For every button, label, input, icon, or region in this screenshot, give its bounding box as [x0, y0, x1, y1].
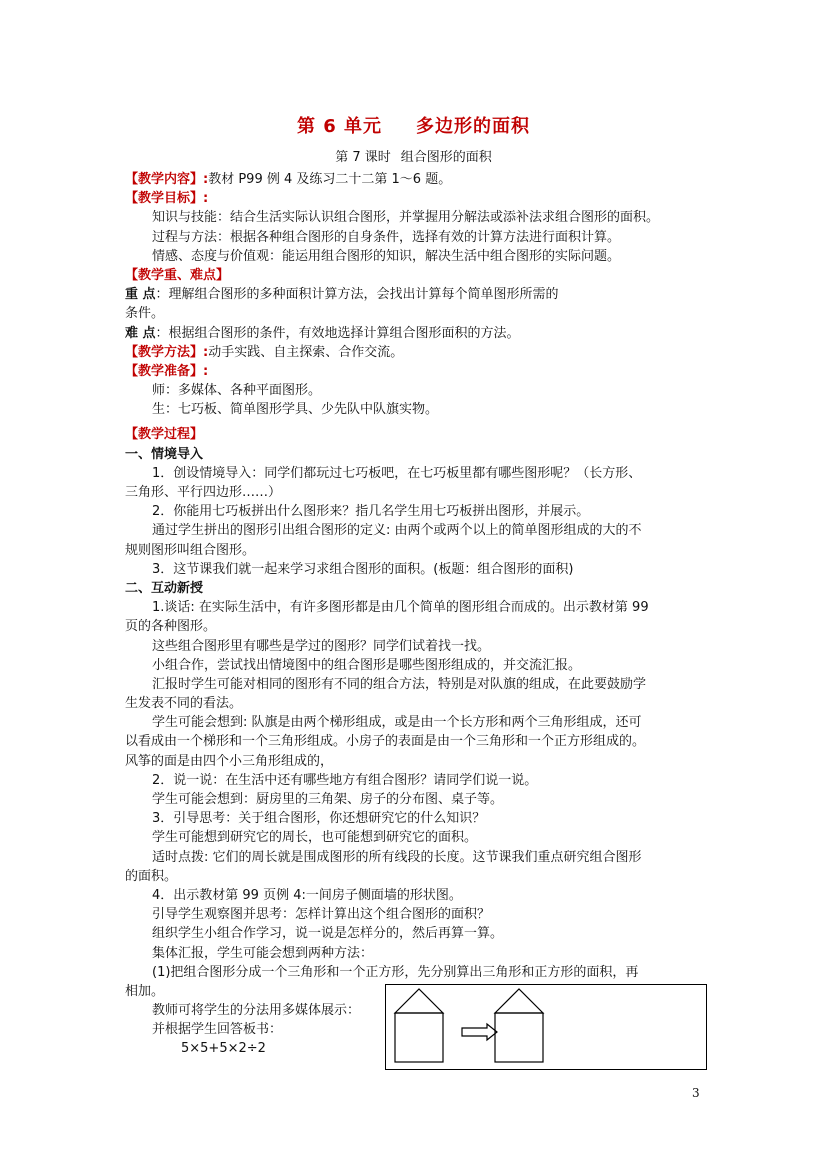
- house-shape-right: [495, 989, 543, 1062]
- paragraph-text: 知识与技能：结合生活实际认识组合图形，并掌握用分解法或添补法求组合图形的面积。: [152, 210, 660, 226]
- paragraph-text: 4．出示教材第 99 页例 4:一间房子侧面墙的形状图。: [152, 887, 462, 903]
- paragraph-text: 引导学生观察图并思考：怎样计算出这个组合图形的面积？: [152, 907, 491, 923]
- method-line: [125, 343, 715, 362]
- paragraph-text: 页的各种图形。: [125, 619, 217, 635]
- paragraph-text: (1)把组合图形分成一个三角形和一个正方形，先分别算出三角形和正方形的面积，再: [152, 964, 639, 980]
- paragraph-text: 汇报时学生可能对相同的图形有不同的组合方法，特别是对队旗的组成，在此要鼓励学: [152, 676, 647, 692]
- section-label: 【教学过程】: [125, 427, 204, 443]
- lesson-name: 组合图形的面积: [400, 150, 492, 165]
- section-label: 【教学准备】:: [125, 363, 209, 379]
- lesson-number: 第 7 课时: [335, 150, 391, 165]
- paragraph-text: ：根据组合图形的条件，有效地选择计算组合图形面积的方法。: [155, 325, 520, 341]
- unit-number: 第 6 单元: [296, 116, 383, 137]
- paragraph-text: 通过学生拼出的图形引出组合图形的定义: 由两个或两个以上的简单图形组成的大的不: [152, 523, 642, 539]
- section-label: 【教学内容】:: [125, 172, 209, 187]
- paragraph-text: 风筝的面是由四个小三角形组成的，: [125, 753, 334, 769]
- section-label: 【教学重、难点】: [125, 267, 230, 283]
- section-label: 【教学方法】:: [125, 344, 209, 360]
- paragraph-text: 3．引导思考：关于组合图形，你还想研究它的什么知识？: [152, 811, 486, 827]
- paragraph-text: 生发表不同的看法。: [125, 696, 243, 712]
- key-point-label: 重 点: [125, 287, 156, 303]
- section-heading: 一、情境导入: [125, 446, 204, 462]
- paragraph-text: 三角形、平行四边形……）: [125, 485, 282, 500]
- unit-name: 多边形的面积: [416, 116, 531, 137]
- paragraph-text: 教师可将学生的分法用多媒体展示：: [152, 1003, 361, 1019]
- section-heading: 二、互动新授: [125, 580, 204, 596]
- triangle-roof: [395, 989, 443, 1013]
- paragraph-text: 条件。: [125, 306, 165, 322]
- unit-title: [0, 112, 827, 138]
- paragraph-text: 2．说一说：在生活中还有哪些地方有组合图形？请同学们说一说。: [152, 772, 538, 788]
- square-wall: [495, 1013, 543, 1062]
- paragraph-text: 过程与方法：根据各种组合图形的自身条件，选择有效的计算方法进行面积计算。: [152, 229, 621, 245]
- arrow-icon: [462, 1024, 497, 1040]
- paragraph-text: 动手实践、自主探索、合作交流。: [208, 344, 404, 360]
- paragraph-text: 这些组合图形里有哪些是学过的图形？同学们试着找一找。: [152, 638, 491, 654]
- house-decomposition-figure: [385, 984, 707, 1070]
- paragraph-text: 组织学生小组合作学习，说一说是怎样分的，然后再算一算。: [152, 926, 504, 942]
- paragraph-text: 集体汇报，学生可能会想到两种方法：: [152, 945, 374, 961]
- lesson-title: [0, 146, 827, 165]
- paragraph-text: 小组合作，尝试找出情境图中的组合图形是哪些图形组成的，并交流汇报。: [152, 657, 582, 673]
- paragraph-text: 学生可能会想到：厨房里的三角架、房子的分布图、桌子等。: [152, 792, 504, 807]
- page-number: 3: [692, 1086, 700, 1100]
- paragraph-text: 1.谈话: 在实际生活中，有许多图形都是由几个简单的图形组合而成的。出示教材第 99: [152, 600, 649, 616]
- paragraph-text: 师：多媒体、各种平面图形。: [152, 383, 322, 399]
- paragraph-text: 相加。: [125, 983, 165, 999]
- lesson-body: [125, 170, 715, 1059]
- key-point-line: [125, 285, 715, 304]
- triangle-roof: [495, 989, 543, 1013]
- difficulty-line: [125, 324, 715, 343]
- section-label: 【教学目标】:: [125, 191, 209, 207]
- formula-text: 5×5+5×2÷2: [181, 1041, 266, 1057]
- paragraph-text: 3．这节课我们就一起来学习求组合图形的面积。(板题：组合图形的面积): [152, 561, 574, 577]
- house-shape-left: [395, 989, 443, 1062]
- paragraph-text: 规则图形叫组合图形。: [125, 542, 256, 558]
- paragraph-text: 1．创设情境导入：同学们都玩过七巧板吧，在七巧板里都有哪些图形呢？（长方形、: [152, 465, 642, 481]
- paragraph-text: 情感、态度与价值观：能运用组合图形的知识，解决生活中组合图形的实际问题。: [152, 248, 621, 264]
- content-line: [125, 170, 715, 189]
- difficulty-label: 难 点: [125, 325, 156, 341]
- paragraph-text: 学生可能想到研究它的周长，也可能想到研究它的面积。: [152, 830, 478, 846]
- paragraph-text: 适时点拨: 它们的周长就是围成图形的所有线段的长度。这节课我们重点研究组合图形: [152, 849, 642, 865]
- paragraph-text: 以看成由一个梯形和一个三角形组成。小房子的表面是由一个三角形和一个正方形组成的。: [125, 734, 646, 750]
- paragraph-text: 生：七巧板、简单图形学具、少先队中队旗实物。: [152, 402, 439, 418]
- paragraph-text: 2．你能用七巧板拼出什么图形来？指几名学生用七巧板拼出图形，并展示。: [152, 504, 590, 520]
- paragraph-text: 并根据学生回答板书：: [152, 1022, 283, 1038]
- paragraph-text: 教材 P99 例 4 及练习二十二第 1～6 题。: [208, 172, 452, 187]
- paragraph-text: ：理解组合图形的多种面积计算方法，会找出计算每个简单图形所需的: [155, 287, 559, 303]
- square-wall: [395, 1013, 443, 1062]
- figure-frame: [386, 985, 707, 1070]
- paragraph-text: 学生可能会想到: 队旗是由两个梯形组成，或是由一个长方形和两个三角形组成，还可: [152, 715, 642, 731]
- paragraph-text: 的面积。: [125, 868, 178, 884]
